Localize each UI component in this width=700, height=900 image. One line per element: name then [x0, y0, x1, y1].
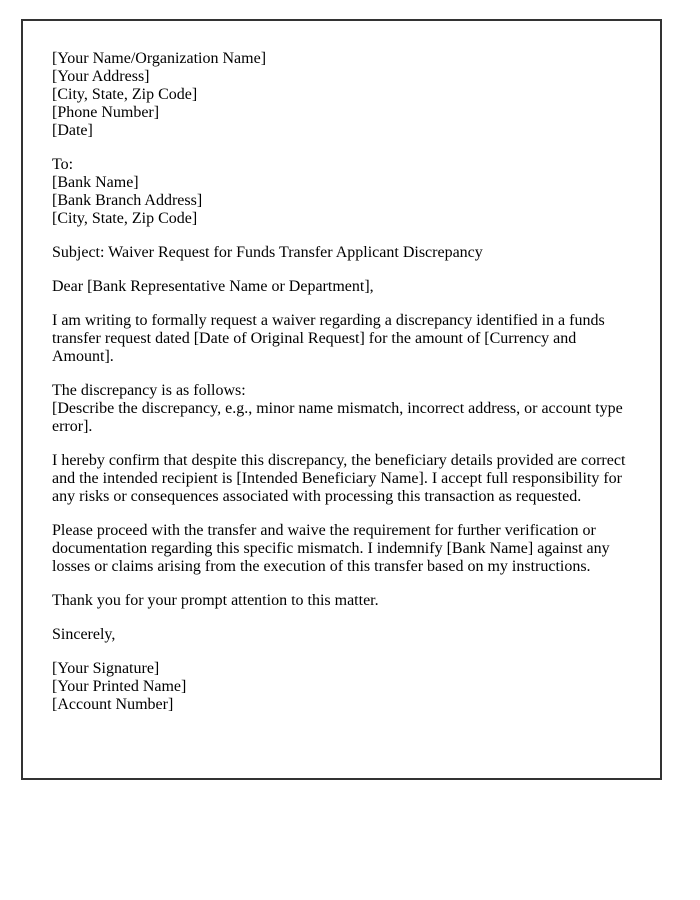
- sender-date-line: [Date]: [52, 122, 93, 139]
- signature-block: [52, 660, 638, 714]
- discrepancy-detail-line: [Describe the discrepancy, e.g., minor name mismatch, incorrect address, or account type error].: [52, 400, 623, 435]
- sender-city-line: [City, State, Zip Code]: [52, 86, 198, 103]
- account-number-line: [Account Number]: [52, 696, 174, 713]
- sender-block: [52, 50, 638, 140]
- closing: Sincerely,: [52, 626, 116, 643]
- recipient-to-label: To:: [52, 156, 74, 173]
- paragraph-discrepancy: [52, 382, 638, 436]
- salutation: Dear [Bank Representative Name or Department],: [52, 278, 374, 295]
- recipient-block: [52, 156, 638, 228]
- paragraph-confirmation: I hereby confirm that despite this discrepancy, the beneficiary details provided are correct and the intended recipient is [Intended Beneficiary Name]. I accept full responsibility for any risks or consequences associated with processing this transaction as requested.: [52, 452, 626, 505]
- recipient-branch-address-line: [Bank Branch Address]: [52, 192, 203, 209]
- subject-line: Subject: Waiver Request for Funds Transfer Applicant Discrepancy: [52, 244, 483, 261]
- sender-name-line: [Your Name/Organization Name]: [52, 50, 267, 67]
- paragraph-thanks: Thank you for your prompt attention to this matter.: [52, 592, 379, 609]
- sender-address-line: [Your Address]: [52, 68, 150, 85]
- letter-page: [21, 19, 662, 780]
- recipient-bank-name-line: [Bank Name]: [52, 174, 139, 191]
- discrepancy-intro-line: The discrepancy is as follows:: [52, 382, 246, 399]
- printed-name-line: [Your Printed Name]: [52, 678, 187, 695]
- recipient-city-line: [City, State, Zip Code]: [52, 210, 198, 227]
- paragraph-request: I am writing to formally request a waiver regarding a discrepancy identified in a funds transfer request dated [Date of Original Request] for the amount of [Currency and Amount].: [52, 312, 605, 365]
- sender-phone-line: [Phone Number]: [52, 104, 160, 121]
- signature-line: [Your Signature]: [52, 660, 160, 677]
- paragraph-waiver-request: Please proceed with the transfer and waive the requirement for further verification or documentation regarding this specific mismatch. I indemnify [Bank Name] against any losses or claims arising from the execution of this transfer based on my instructions.: [52, 522, 610, 575]
